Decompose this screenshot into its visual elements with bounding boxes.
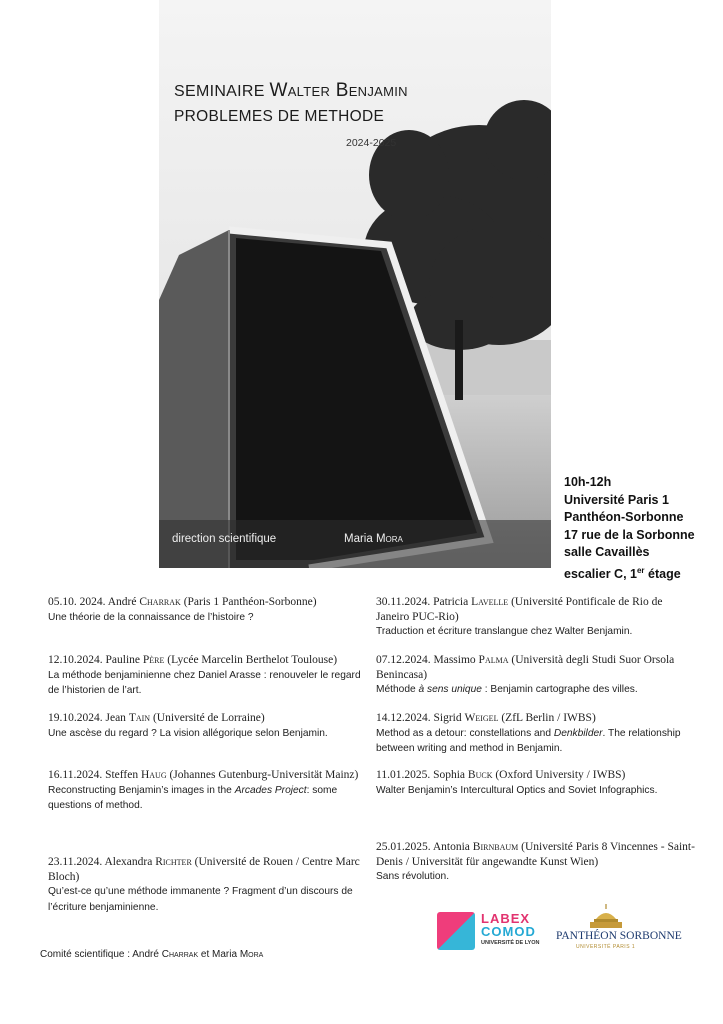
session-speaker: Palma: [478, 654, 509, 666]
session-date: 07.12.2024. Massimo: [376, 654, 476, 666]
session-title: [376, 682, 698, 698]
session-entry: [48, 653, 370, 699]
session-title: [48, 783, 370, 814]
session-header: [376, 595, 698, 624]
venue-line2: Panthéon-Sorbonne: [564, 510, 684, 524]
session-title: Sans révolution.: [376, 871, 450, 882]
labex-line3: UNIVERSITÉ DE LYON: [481, 940, 540, 946]
pantheon-line1: PANTHÉON SORBONNE: [556, 930, 682, 942]
footer-prefix: Comité scientifique : André: [40, 949, 162, 960]
session-title-em: à sens unique: [418, 684, 482, 695]
direction-label: direction scientifique: [172, 533, 277, 545]
session-affiliation: (Università degli Studi Suor Orsola Benincasa): [376, 654, 675, 681]
session-header: [48, 595, 370, 610]
session-speaker: Haug: [140, 769, 167, 781]
session-title-pre: Method as a detour: constellations and: [376, 727, 554, 739]
director-last: Mora: [375, 533, 403, 545]
pantheon-sorbonne-logo: [556, 904, 682, 954]
session-header: [376, 768, 698, 783]
session-affiliation: (Paris 1 Panthéon-Sorbonne): [183, 596, 317, 608]
venue-line5a: escalier C, 1: [564, 566, 637, 581]
session-title-post: . The relationship between writing and method in Benjamin.: [376, 727, 681, 754]
session-entry: [376, 840, 698, 885]
session-speaker: Charrak: [139, 596, 181, 608]
session-affiliation: (Université Paris 8 Vincennes - Saint-Denis / Universität für angewandte Kunst Wien): [376, 841, 695, 868]
poster-title-name: Walter Benjamin: [269, 80, 408, 101]
session-date: 30.11.2024. Patricia: [376, 596, 469, 608]
session-title: [376, 726, 698, 757]
session-title-post: : some questions of method.: [48, 784, 338, 811]
poster-title: [174, 80, 408, 102]
footer-name2: Mora: [239, 949, 264, 960]
session-affiliation: (Oxford University / IWBS): [495, 769, 626, 781]
session-header: [376, 653, 698, 682]
director-name: [344, 533, 403, 545]
session-speaker: Tain: [128, 712, 151, 724]
poster-subtitle: PROBLEMES DE METHODE: [174, 108, 385, 125]
session-affiliation: (ZfL Berlin / IWBS): [501, 712, 596, 724]
footer-committee: [40, 949, 263, 960]
session-entry: [376, 768, 698, 798]
session-speaker: Weigel: [464, 712, 499, 724]
session-date: 14.12.2024. Sigrid: [376, 712, 462, 724]
labex-mark-icon: [437, 912, 475, 950]
session-title-em: Arcades Project: [234, 784, 307, 796]
session-speaker: Père: [142, 654, 165, 666]
session-header: [48, 653, 370, 668]
venue-time: 10h-12h: [564, 475, 612, 489]
session-speaker: Lavelle: [471, 596, 509, 608]
footer-mid: et Maria: [198, 949, 240, 960]
session-speaker: Richter: [155, 856, 192, 868]
footer-name1: Charrak: [161, 949, 199, 960]
venue-line4: salle Cavaillès: [564, 545, 650, 559]
pantheon-line2: UNIVERSITÉ PARIS 1: [576, 944, 636, 950]
session-entry: [376, 595, 698, 640]
session-entry: [376, 711, 698, 757]
session-title: Qu’est-ce qu’une méthode immanente ? Fragment d’un discours de l’écriture benjaminienne.: [48, 886, 353, 913]
session-affiliation: (Lycée Marcelin Berthelot Toulouse): [167, 654, 338, 666]
session-date: 12.10.2024. Pauline: [48, 654, 140, 666]
session-title: Traduction et écriture translangue chez Walter Benjamin.: [376, 626, 633, 637]
session-date: 25.01.2025. Antonia: [376, 841, 470, 853]
session-date: 16.11.2024. Steffen: [48, 769, 139, 781]
poster-title-prefix: SEMINAIRE: [174, 83, 265, 100]
session-title: Une ascèse du regard ? La vision allégorique selon Benjamin.: [48, 727, 328, 739]
labex-comod-logo: [437, 912, 547, 952]
session-title-pre: Méthode: [376, 684, 419, 695]
session-date: 05.10. 2024. André: [48, 596, 137, 608]
session-title: Walter Benjamin’s Intercultural Optics and Soviet Infographics.: [376, 784, 658, 796]
session-entry: [48, 711, 370, 741]
session-header: [48, 711, 370, 726]
labex-line1: LABEX: [481, 911, 531, 926]
venue-info: [564, 474, 695, 583]
session-title: Une théorie de la connaissance de l’histoire ?: [48, 611, 254, 623]
venue-line5: [564, 562, 695, 584]
venue-line5b: étage: [644, 566, 681, 581]
session-header: [376, 840, 698, 869]
session-affiliation: (Université de Lorraine): [152, 712, 265, 724]
session-affiliation: (Johannes Gutenburg-Universität Mainz): [169, 769, 359, 781]
session-entry: [376, 653, 698, 698]
director-first: Maria: [344, 533, 373, 545]
session-entry: [48, 595, 370, 625]
session-affiliation: (Université Pontificale de Rio de Janeiro PUC-Rio): [376, 596, 663, 623]
venue-line3: 17 rue de la Sorbonne: [564, 527, 695, 542]
session-entry: [48, 855, 370, 915]
session-entry: [48, 768, 370, 814]
session-header: [48, 768, 370, 783]
session-affiliation: (Université de Rouen / Centre Marc Bloch): [48, 856, 360, 883]
session-title-post: : Benjamin cartographe des villes.: [481, 684, 638, 695]
session-date: 19.10.2024. Jean: [48, 712, 126, 724]
poster-year: 2024-2025: [346, 137, 397, 149]
session-date: 11.01.2025. Sophia: [376, 769, 466, 781]
venue-line1: Université Paris 1: [564, 492, 669, 507]
session-header: [48, 855, 370, 884]
labex-line2: COMOD: [481, 924, 536, 939]
session-speaker: Birnbaum: [472, 841, 519, 853]
venue-line5-sup: er: [636, 565, 645, 575]
session-date: 23.11.2024. Alexandra: [48, 856, 153, 868]
session-title-pre: Reconstructing Benjamin’s images in the: [48, 784, 235, 796]
session-speaker: Buck: [467, 769, 493, 781]
dome-icon: [556, 904, 676, 930]
session-header: [376, 711, 698, 726]
session-title: La méthode benjaminienne chez Daniel Arasse : renouveler le regard de l’historien de l’art.: [48, 669, 361, 696]
session-title-em: Denkbilder: [553, 727, 603, 739]
